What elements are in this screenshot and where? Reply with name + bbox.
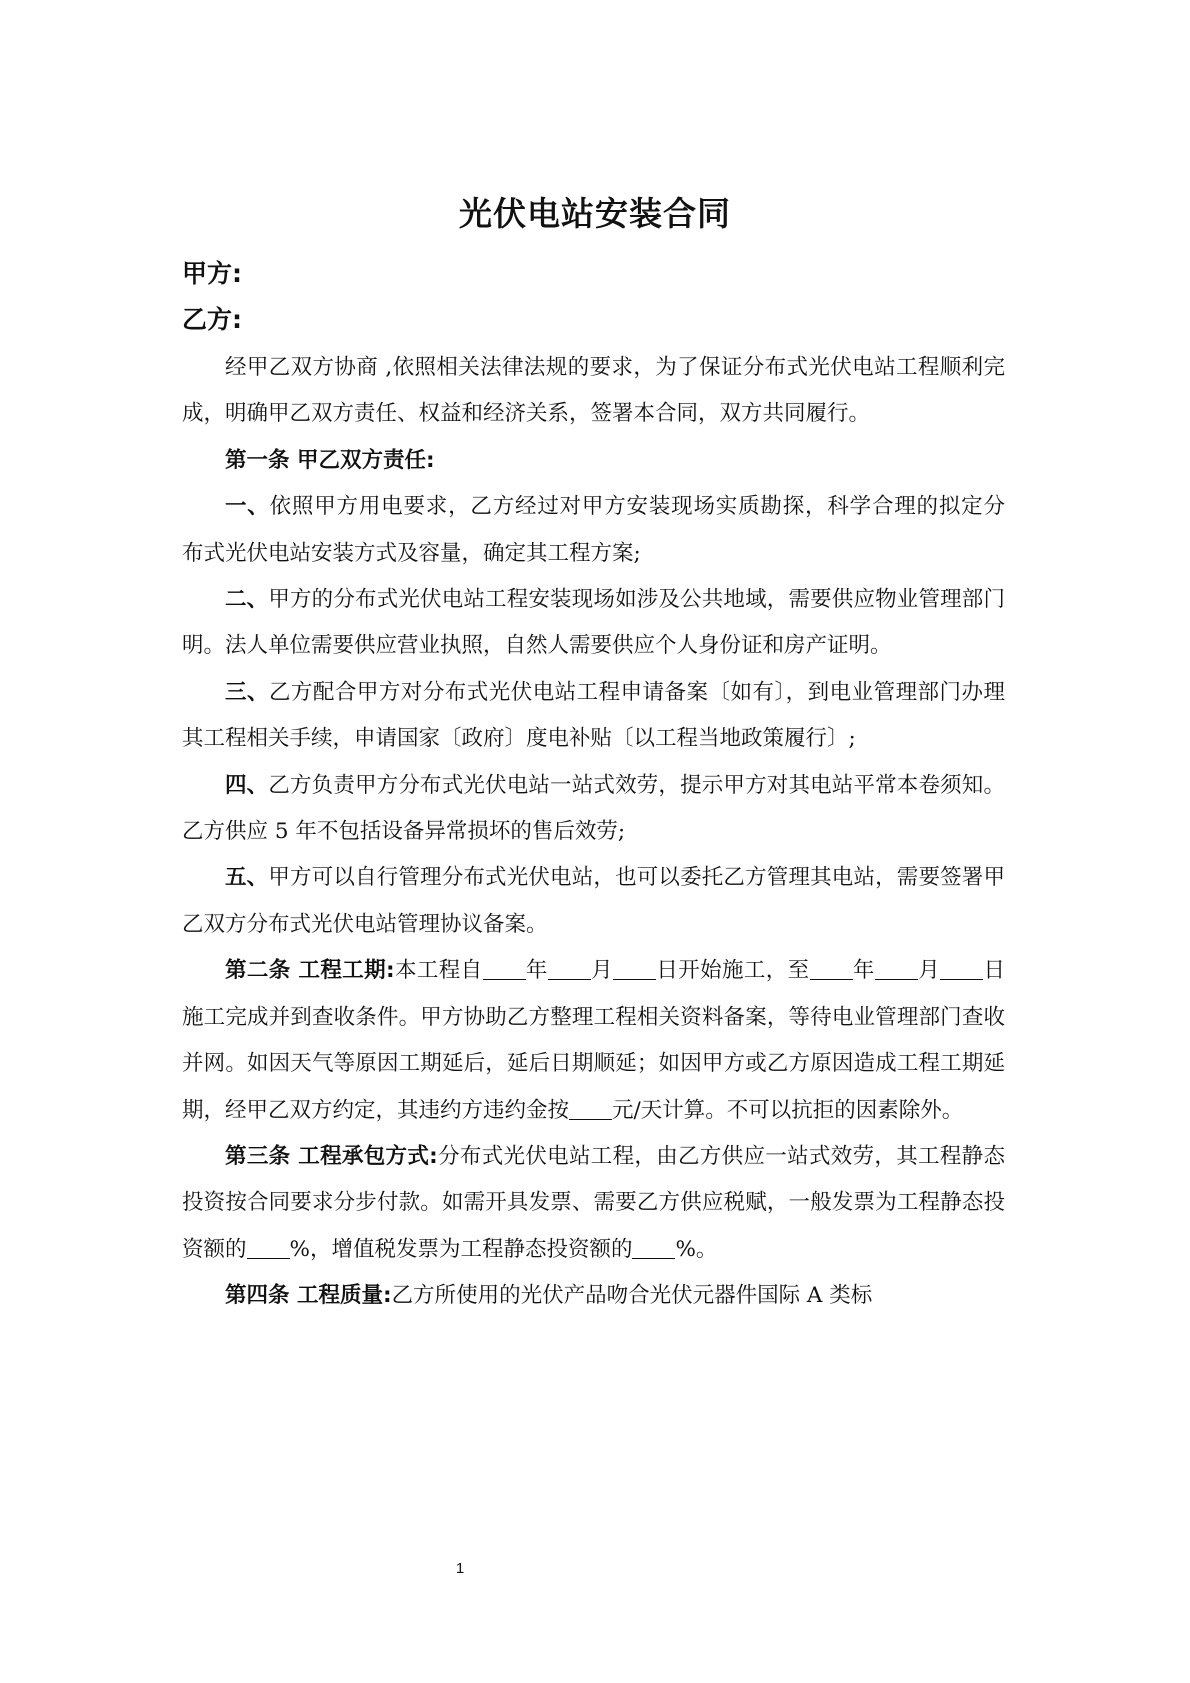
text-segment: 元/天计算。不可以抗拒的因素除外。 — [612, 1097, 964, 1123]
text-segment: 日施工完成并到查收条件。甲方协助乙方整理工程相关资料备案，等待电业管理部门查收并网。如因天气等原因工期延后，延后日期顺延；如因甲方或乙方原因造成工程工期延期，经甲乙双方约定，其违约方违约金按 — [182, 958, 1005, 1123]
document-title: 光伏电站安装合同 — [459, 194, 731, 233]
article-1-item-3 — [182, 670, 1005, 763]
article-4-paragraph — [182, 1273, 1005, 1319]
text-segment: 月 — [917, 958, 941, 984]
article-1-item-5 — [182, 855, 1005, 948]
start-year-blank[interactable] — [483, 957, 526, 981]
party-a-label: 甲方: — [182, 259, 242, 288]
start-month-blank[interactable] — [548, 957, 591, 981]
text-segment: 日开始施工，至 — [656, 958, 810, 984]
text-segment: %。 — [675, 1236, 718, 1262]
item-number: 一、 — [225, 494, 270, 520]
article-heading: 第一条 甲乙双方责任: — [225, 447, 435, 473]
end-month-blank[interactable] — [875, 957, 918, 981]
article-1-item-4 — [182, 763, 1005, 856]
page-number: 1 — [455, 1560, 465, 1577]
text-segment: 本工程自 — [394, 958, 483, 984]
item-text: 乙方负责甲方分布式光伏电站一站式效劳，提示甲方对其电站平常本卷须知。 乙方供应 5 年不包括设备异常损坏的售后效劳; — [182, 772, 1005, 845]
item-number: 三、 — [225, 679, 269, 705]
start-day-blank[interactable] — [613, 957, 656, 981]
intro-paragraph: 经甲乙双方协商 ,依照相关法律法规的要求，为了保证分布式光伏电站工程顺利完成，明确甲乙双方责任、权益和经济关系，签署本合同，双方共同履行。 — [182, 355, 1005, 427]
article-1-item-1 — [182, 484, 1005, 577]
item-text: 甲方可以自行管理分布式光伏电站，也可以委托乙方管理其电站，需要签署甲乙双方分布式光伏电站管理协议备案。 — [182, 865, 1005, 937]
text-segment: 分布式光伏电站工程，由乙方供应一站式效劳，其工程静态投资按合同要求分步付款。如需开具发票、需要乙方供应税赋，一般发票为工程静态投资额的 — [182, 1143, 1005, 1262]
text-segment: 年 — [852, 958, 875, 984]
text-segment: %，增值税发票为工程静态投资额的 — [289, 1236, 633, 1262]
article-heading: 第二条 工程工期: — [225, 958, 395, 984]
article-2-paragraph — [182, 948, 1005, 1134]
end-year-blank[interactable] — [810, 957, 853, 981]
item-text: 依照甲方用电要求，乙方经过对甲方安装现场实质勘探，科学合理的拟定分 布式光伏电站安装方式及容量，确定其工程方案; — [182, 494, 1005, 566]
text-segment: 乙方所使用的光伏产品吻合光伏元器件国际 A 类标 — [391, 1283, 873, 1309]
party-b-label: 乙方: — [182, 305, 242, 334]
penalty-amount-blank[interactable] — [569, 1096, 612, 1120]
item-text: 甲方的分布式光伏电站工程安装现场如涉及公共地域，需要供应物业管理部门 明。法人单位需要供应营业执照，自然人需要供应个人身份证和房产证明。 — [182, 587, 1005, 659]
article-1-item-2 — [182, 577, 1005, 670]
item-number: 五、 — [225, 865, 269, 891]
contract-body — [182, 345, 1005, 1320]
article-3-paragraph — [182, 1134, 1005, 1273]
vat-invoice-rate-blank[interactable] — [632, 1235, 675, 1259]
text-segment: 年 — [525, 958, 548, 984]
item-text: 乙方配合甲方对分布式光伏电站工程申请备案〔如有〕，到电业管理部门办理其工程相关手续，申请国家〔政府〕度电补贴〔以工程当地政策履行〕; — [182, 679, 1005, 752]
article-heading: 第三条 工程承包方式: — [225, 1143, 438, 1169]
end-day-blank[interactable] — [940, 957, 983, 981]
general-invoice-rate-blank[interactable] — [247, 1235, 290, 1259]
article-1-heading — [182, 438, 1005, 484]
item-number: 四、 — [225, 772, 269, 798]
article-heading: 第四条 工程质量: — [225, 1283, 392, 1309]
text-segment: 月 — [590, 958, 614, 984]
item-number: 二、 — [225, 587, 269, 613]
